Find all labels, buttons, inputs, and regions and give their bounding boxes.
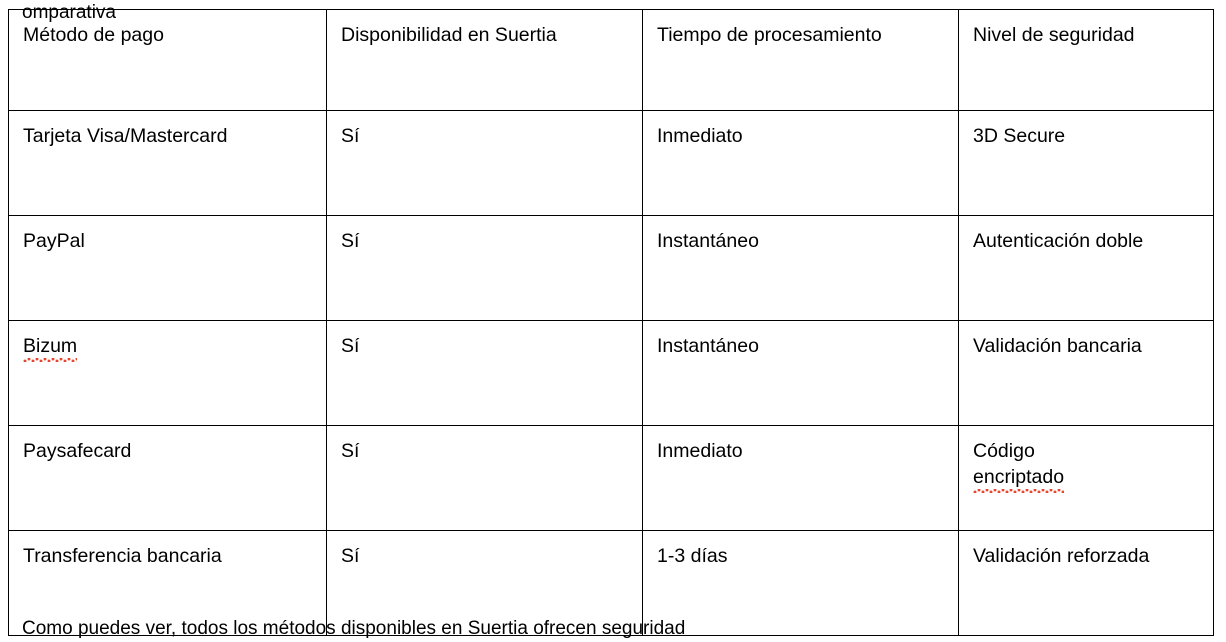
cell-tiempo: Instantáneo — [643, 321, 959, 426]
cell-disponibilidad: Sí — [327, 426, 643, 531]
cell-seguridad: Validación bancaria — [959, 321, 1214, 426]
column-header-metodo: Método de pago — [9, 10, 327, 111]
cell-disponibilidad: Sí — [327, 111, 643, 216]
column-header-disponibilidad: Disponibilidad en Suertia — [327, 10, 643, 111]
misspelled-word: Bizum — [23, 333, 77, 361]
cell-disponibilidad: Sí — [327, 321, 643, 426]
cell-tiempo: Inmediato — [643, 426, 959, 531]
cell-seguridad: Autenticación doble — [959, 216, 1214, 321]
cell-tiempo: 1-3 días — [643, 531, 959, 636]
cell-metodo — [9, 321, 327, 426]
cell-tiempo: Inmediato — [643, 111, 959, 216]
column-header-tiempo: Tiempo de procesamiento — [643, 10, 959, 111]
column-header-seguridad: Nivel de seguridad — [959, 10, 1214, 111]
cell-seguridad-line1: Código — [973, 440, 1035, 462]
table-row — [9, 321, 1214, 426]
cell-seguridad — [959, 426, 1214, 531]
payment-methods-table — [8, 9, 1214, 639]
cell-disponibilidad: Sí — [327, 531, 643, 636]
table-row — [9, 216, 1214, 321]
cell-metodo: Transferencia bancaria — [9, 531, 327, 636]
table-row — [9, 111, 1214, 216]
table-header-row — [9, 10, 1214, 111]
cell-metodo: Paysafecard — [9, 426, 327, 531]
cell-seguridad: 3D Secure — [959, 111, 1214, 216]
cell-seguridad: Validación reforzada — [959, 531, 1214, 636]
bottom-clipped-line: Como puedes ver, todos los métodos disponibles en Suertia ofrecen seguridad — [22, 618, 686, 639]
cell-metodo: Tarjeta Visa/Mastercard — [9, 111, 327, 216]
top-clipped-line: omparativa — [22, 2, 116, 23]
cell-disponibilidad: Sí — [327, 216, 643, 321]
cell-metodo: PayPal — [9, 216, 327, 321]
misspelled-word: encriptado — [973, 464, 1064, 492]
table-row — [9, 426, 1214, 531]
cell-tiempo: Instantáneo — [643, 216, 959, 321]
